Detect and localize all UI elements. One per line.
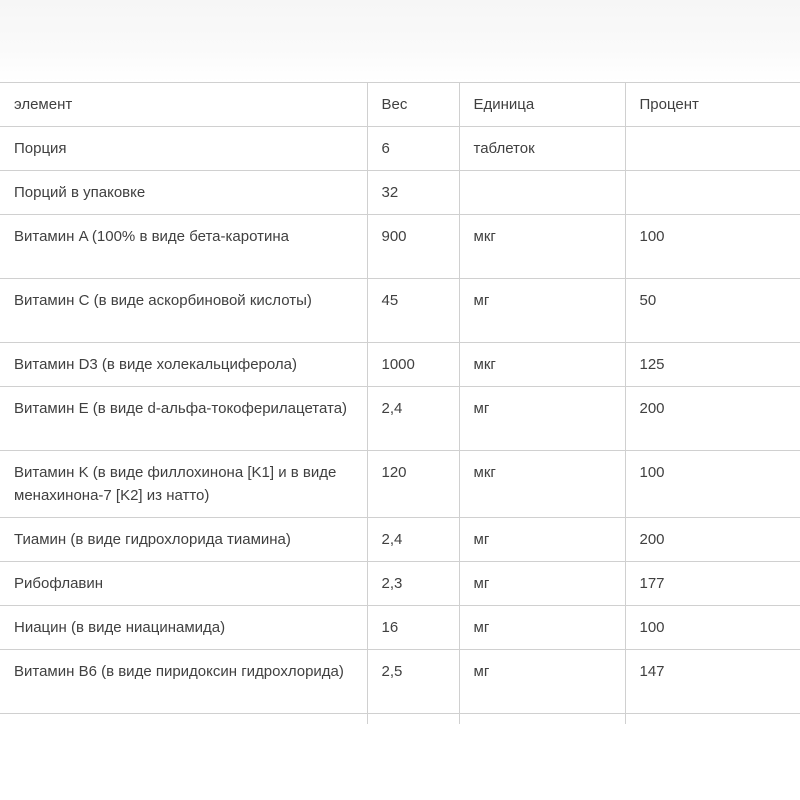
cell-element: Витамин D3 (в виде холекальциферола) bbox=[0, 343, 367, 387]
blurred-header-area bbox=[0, 0, 800, 82]
cell-weight: 1000 bbox=[367, 343, 459, 387]
cell-element: Рибофлавин bbox=[0, 562, 367, 606]
cell-empty bbox=[0, 714, 367, 725]
cell-weight: 6 bbox=[367, 127, 459, 171]
cell-weight: 2,4 bbox=[367, 518, 459, 562]
cell-percent: 200 bbox=[625, 518, 800, 562]
cell-element: Ниацин (в виде ниацинамида) bbox=[0, 606, 367, 650]
cell-element: Витамин E (в виде d-альфа-токоферилацетата) bbox=[0, 387, 367, 451]
cell-unit: мг bbox=[459, 279, 625, 343]
cell-percent: 147 bbox=[625, 650, 800, 714]
nutrition-table bbox=[0, 82, 800, 724]
table-row bbox=[0, 171, 800, 215]
cell-percent: 177 bbox=[625, 562, 800, 606]
table-row bbox=[0, 343, 800, 387]
cell-unit: мг bbox=[459, 562, 625, 606]
cell-element: Витамин C (в виде аскорбиновой кислоты) bbox=[0, 279, 367, 343]
table-row bbox=[0, 387, 800, 451]
header-percent: Процент bbox=[625, 83, 800, 127]
cell-unit: мг bbox=[459, 606, 625, 650]
cell-unit: мкг bbox=[459, 451, 625, 518]
cell-percent: 200 bbox=[625, 387, 800, 451]
cell-element: Витамин K (в виде филлохинона [K1] и в виде менахинона-7 [K2] из натто) bbox=[0, 451, 367, 518]
cell-unit bbox=[459, 171, 625, 215]
cell-empty bbox=[459, 714, 625, 725]
header-unit: Единица bbox=[459, 83, 625, 127]
cell-weight: 2,3 bbox=[367, 562, 459, 606]
cell-weight: 32 bbox=[367, 171, 459, 215]
cell-weight: 16 bbox=[367, 606, 459, 650]
cell-empty bbox=[367, 714, 459, 725]
table-row bbox=[0, 562, 800, 606]
cell-weight: 900 bbox=[367, 215, 459, 279]
header-element: элемент bbox=[0, 83, 367, 127]
cell-empty bbox=[625, 714, 800, 725]
cell-element: Витамин A (100% в виде бета-каротина bbox=[0, 215, 367, 279]
cell-weight: 120 bbox=[367, 451, 459, 518]
table-row bbox=[0, 650, 800, 714]
cell-element: Витамин B6 (в виде пиридоксин гидрохлорида) bbox=[0, 650, 367, 714]
cell-percent: 125 bbox=[625, 343, 800, 387]
cell-percent: 100 bbox=[625, 606, 800, 650]
cell-element: Тиамин (в виде гидрохлорида тиамина) bbox=[0, 518, 367, 562]
cell-percent bbox=[625, 171, 800, 215]
cell-element: Порций в упаковке bbox=[0, 171, 367, 215]
table-row bbox=[0, 518, 800, 562]
table-row-cutoff bbox=[0, 714, 800, 725]
table-row bbox=[0, 279, 800, 343]
table-header-row bbox=[0, 83, 800, 127]
cell-unit: мкг bbox=[459, 215, 625, 279]
nutrition-table-container bbox=[0, 82, 800, 724]
cell-unit: мг bbox=[459, 650, 625, 714]
cell-percent: 50 bbox=[625, 279, 800, 343]
cell-percent: 100 bbox=[625, 451, 800, 518]
cell-unit: мг bbox=[459, 518, 625, 562]
cell-element: Порция bbox=[0, 127, 367, 171]
cell-weight: 45 bbox=[367, 279, 459, 343]
cell-unit: мкг bbox=[459, 343, 625, 387]
table-row bbox=[0, 451, 800, 518]
cell-percent: 100 bbox=[625, 215, 800, 279]
cell-unit: мг bbox=[459, 387, 625, 451]
header-weight: Вес bbox=[367, 83, 459, 127]
cell-unit: таблеток bbox=[459, 127, 625, 171]
table-row bbox=[0, 606, 800, 650]
table-row bbox=[0, 215, 800, 279]
table-row bbox=[0, 127, 800, 171]
cell-weight: 2,5 bbox=[367, 650, 459, 714]
cell-percent bbox=[625, 127, 800, 171]
cell-weight: 2,4 bbox=[367, 387, 459, 451]
